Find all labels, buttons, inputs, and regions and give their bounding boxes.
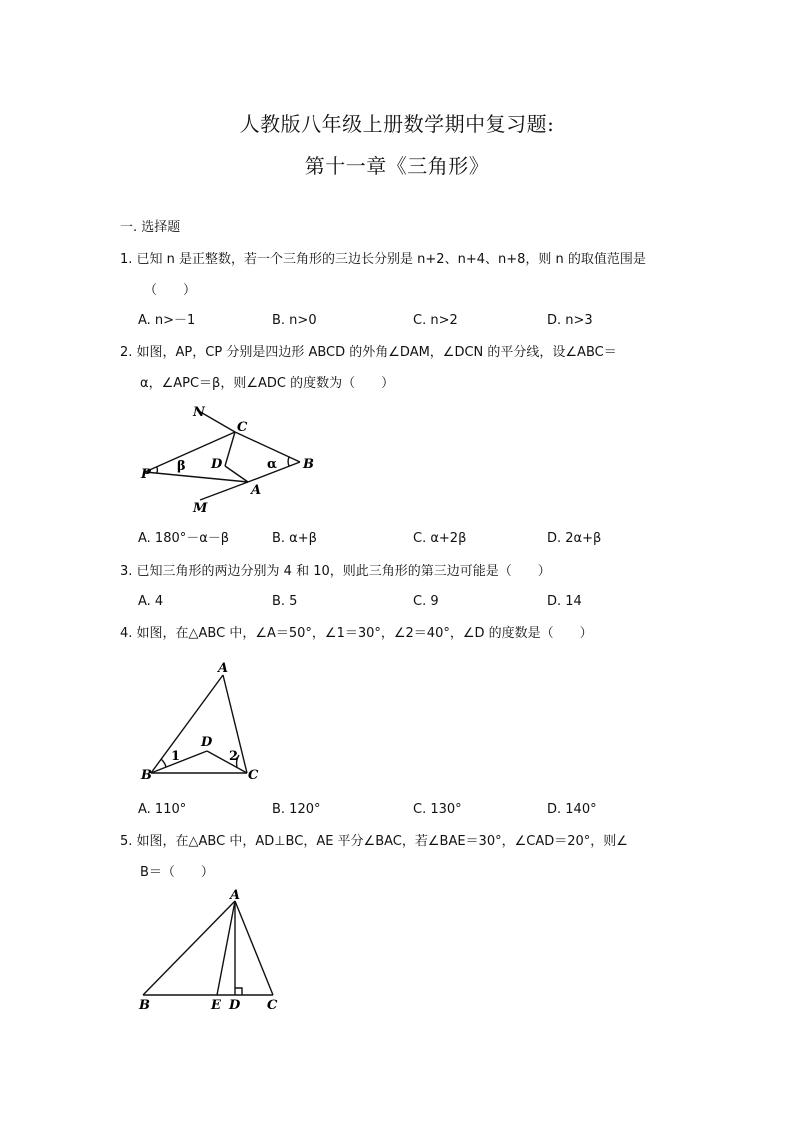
- q4-option-d: D. 140°: [547, 802, 597, 817]
- q2-label-a: A: [251, 483, 262, 498]
- q1-option-a: A. n>－1: [138, 313, 196, 328]
- q5-label-a: A: [230, 888, 241, 903]
- q5-right-angle-mark: [235, 988, 242, 995]
- q4-option-b: B. 120°: [272, 802, 321, 817]
- q1-option-c: C. n>2: [413, 313, 458, 328]
- q5-segment-ac: [235, 901, 273, 995]
- q2-segment-cd: [225, 432, 235, 466]
- q2-label-p: P: [141, 467, 151, 482]
- q3-line1: 3. 已知三角形的两边分别为 4 和 10，则此三角形的第三边可能是（ ）: [120, 564, 551, 579]
- q2-label-d: D: [211, 457, 223, 472]
- q5-label-c: C: [267, 998, 278, 1013]
- q4-label-a: A: [218, 661, 229, 676]
- q2-segment-am: [200, 482, 248, 500]
- q2-segment-pa: [145, 472, 248, 482]
- q1-line2: （ ）: [144, 283, 197, 298]
- q3-option-d: D. 14: [547, 594, 582, 609]
- q4-option-a: A. 110°: [138, 802, 187, 817]
- q2-option-d: D. 2α+β: [547, 531, 602, 546]
- q2-label-n: N: [193, 405, 205, 420]
- q1-line1: 1. 已知 n 是正整数，若一个三角形的三边长分别是 n+2、n+4、n+8，则 n 的取值范围是: [120, 252, 646, 267]
- page-subtitle: 第十一章《三角形》: [304, 154, 490, 178]
- q4-label-c: C: [248, 768, 259, 783]
- q4-label-2: 2: [229, 749, 239, 764]
- q5-figure: [135, 885, 285, 1015]
- section-heading: 一. 选择题: [120, 220, 181, 235]
- q1-option-b: B. n>0: [272, 313, 317, 328]
- q2-option-b: B. α+β: [272, 531, 317, 546]
- q4-angle-arc-1: [161, 759, 166, 767]
- q2-label-m: M: [193, 501, 208, 516]
- q2-line2: α，∠APC＝β，则∠ADC 的度数为（ ）: [140, 376, 395, 391]
- q2-label-c: C: [237, 420, 248, 435]
- q5-label-e: E: [211, 998, 221, 1013]
- q4-label-1: 1: [171, 749, 181, 764]
- q4-label-b: B: [141, 768, 152, 783]
- page-title: 人教版八年级上册数学期中复习题:: [239, 112, 555, 136]
- q2-angle-arc-b: [288, 457, 289, 466]
- q2-label-b: B: [303, 457, 314, 472]
- q2-option-a: A. 180°－α－β: [138, 531, 230, 546]
- q2-label-beta: β: [177, 459, 186, 474]
- q3-option-a: A. 4: [138, 594, 164, 609]
- q5-line2: B＝（ ）: [140, 865, 214, 880]
- q5-label-d: D: [229, 998, 241, 1013]
- q4-option-c: C. 130°: [413, 802, 462, 817]
- q1-option-d: D. n>3: [547, 313, 593, 328]
- q2-figure: [135, 400, 335, 520]
- q2-option-c: C. α+2β: [413, 531, 467, 546]
- q4-line1: 4. 如图，在△ABC 中，∠A＝50°，∠1＝30°，∠2＝40°，∠D 的度数是（ ）: [120, 626, 593, 641]
- q5-segment-ba: [143, 901, 235, 995]
- q4-segment-dc: [207, 751, 247, 773]
- q2-label-alpha: α: [267, 457, 278, 472]
- q3-option-b: B. 5: [272, 594, 298, 609]
- q5-label-b: B: [139, 998, 150, 1013]
- q4-label-d: D: [201, 735, 213, 750]
- q5-line1: 5. 如图，在△ABC 中，AD⊥BC，AE 平分∠BAC，若∠BAE＝30°，∠CAD＝20°，则∠: [120, 834, 628, 849]
- q2-line1: 2. 如图，AP，CP 分别是四边形 ABCD 的外角∠DAM，∠DCN 的平分线，设∠ABC＝: [120, 345, 617, 360]
- q3-option-c: C. 9: [413, 594, 439, 609]
- q5-segment-ae: [217, 901, 235, 995]
- q4-figure: [135, 655, 275, 790]
